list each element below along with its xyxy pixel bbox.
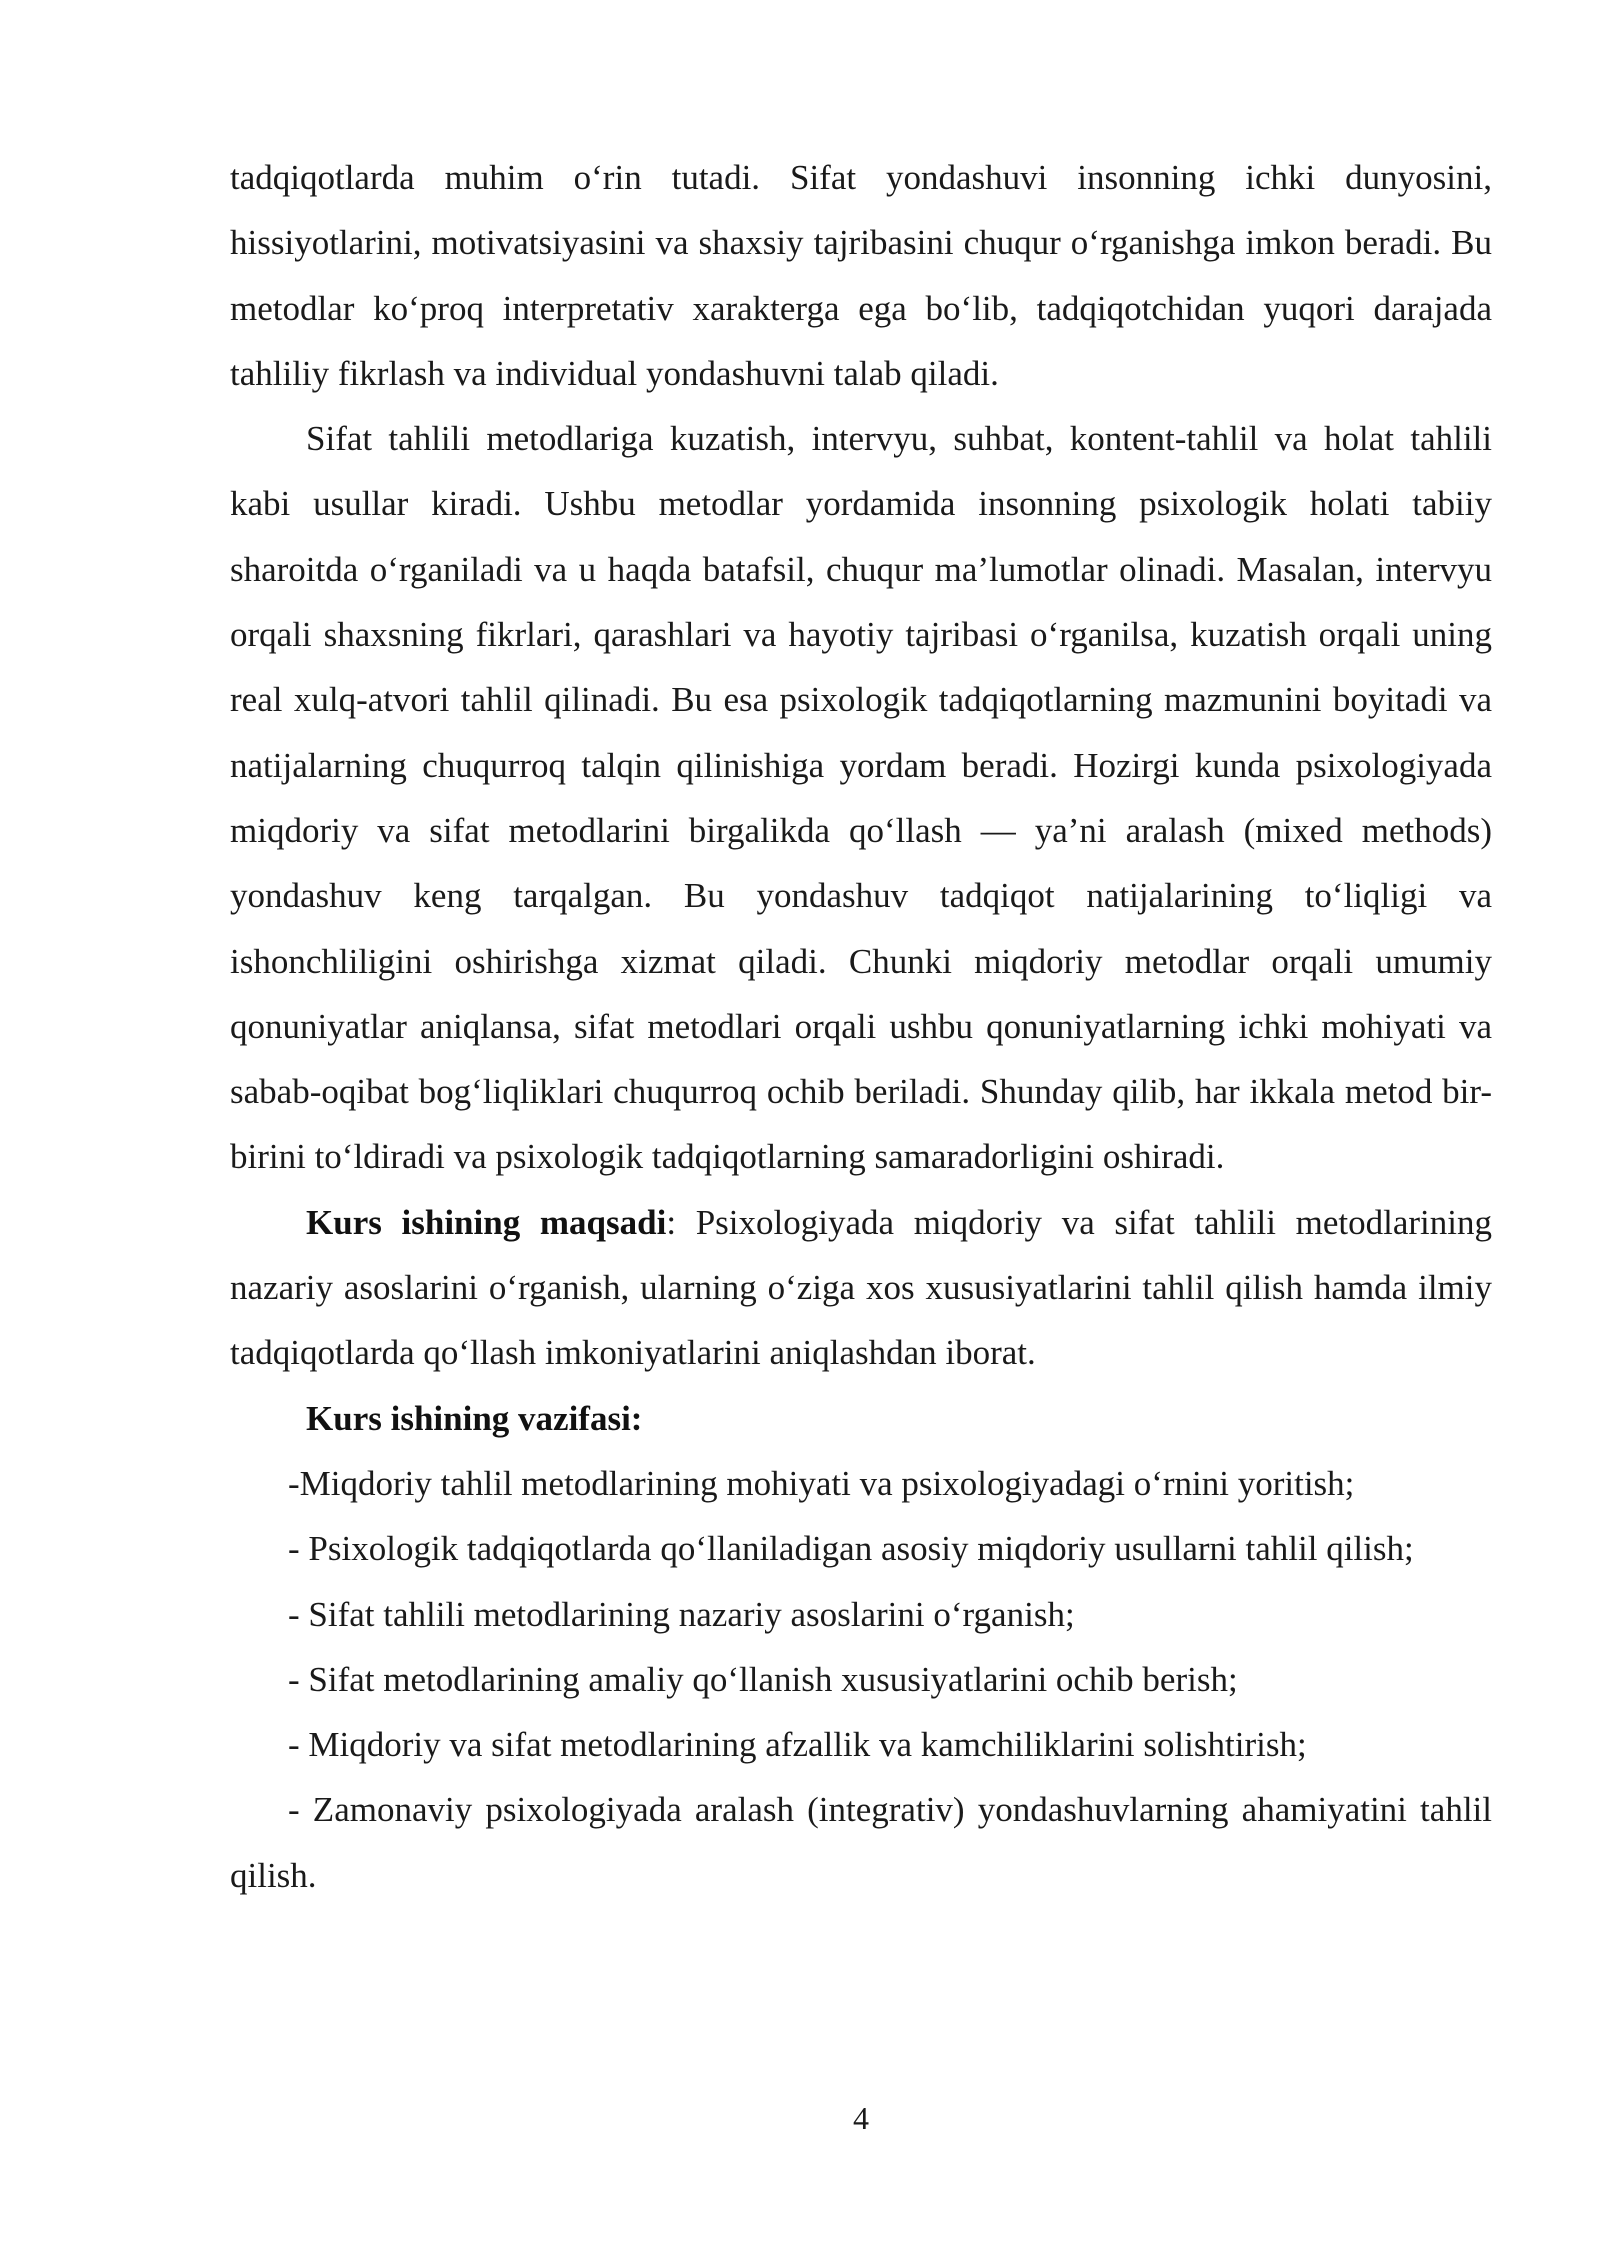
task-item: - Sifat metodlarining amaliy qo‘llanish xususiyatlarini ochib berish; — [288, 1659, 1238, 1699]
task-item: - Sifat tahlili metodlarining nazariy asoslarini o‘rganish; — [288, 1594, 1075, 1634]
course-goal-label: Kurs ishining maqsadi — [306, 1202, 667, 1242]
course-goal-separator: : — [666, 1202, 677, 1242]
tasks-heading-text: Kurs ishining vazifasi: — [306, 1398, 643, 1438]
course-goal-text: Psixologiyada miqdoriy va sifat tahlili metodlarining nazariy asoslarini o‘rganish, ularning o‘ziga xos xususiyatlarini tahlil qilish hamda ilmiy tadqiqotlarda qo‘llash imkoniyatlarini aniqlashdan iborat. — [230, 1202, 1493, 1373]
paragraph-continuation: tadqiqotlarda muhim o‘rin tutadi. Sifat yondashuvi insonning ichki dunyosini, hissiyotlarini, motivatsiyasini va shaxsiy tajribasini chuqur o‘rganishga imkon beradi. Bu metodlar ko‘proq interpretativ xarakterga ega bo‘lib, tadqiqotchidan yuqori darajada tahliliy fikrlash va individual yondashuvni talab qiladi. — [230, 158, 1492, 393]
page-number: 4 — [853, 2100, 869, 2136]
task-item: -Miqdoriy tahlil metodlarining mohiyati va psixologiyadagi o‘rnini yoritish; — [288, 1463, 1355, 1503]
task-item: - Psixologik tadqiqotlarda qo‘llaniladigan asosiy miqdoriy usullarni tahlil qilish; — [288, 1529, 1414, 1569]
paragraph-qualitative-methods: Sifat tahlili metodlariga kuzatish, intervyu, suhbat, kontent-tahlil va holat tahlili kabi usullar kiradi. Ushbu metodlar yordamida insonning psixologik holati tabiiy sharoitda o‘rganiladi va u haqda batafsil, chuqur ma’lumotlar olinadi. Masalan, intervyu orqali shaxsning fikrlari, qarashlari va hayotiy tajribasi o‘rganilsa, kuzatish orqali uning real xulq-atvori tahlil qilinadi. Bu esa psixologik tadqiqotlarning mazmunini boyitadi va natijalarning chuqurroq talqin qilinishiga yordam beradi. Hozirgi kunda psixologiyada miqdoriy va sifat metodlarini birgalikda qo‘llash — ya’ni aralash (mixed methods) yondashuv keng tarqalgan. Bu yondashuv tadqiqot natijalarining to‘liqligi va ishonchliligini oshirishga xizmat qiladi. Chunki miqdoriy metodlar orqali umumiy qonuniyatlar aniqlansa, sifat metodlari orqali ushbu qonuniyatlarning ichki mohiyati va sabab-oqibat bog‘liqliklari chuqurroq ochib beriladi. Shunday qilib, har ikkala metod bir-birini to‘ldiradi va psixologik tadqiqotlarning samaradorligini oshiradi. — [230, 419, 1492, 1177]
task-item: - Miqdoriy va sifat metodlarining afzallik va kamchiliklarini solishtirish; — [288, 1725, 1307, 1765]
task-item: - Zamonaviy psixologiyada aralash (integrativ) yondashuvlarning ahamiyatini tahlil qilish. — [230, 1790, 1492, 1895]
tasks-heading — [230, 1386, 1492, 1451]
document-body — [230, 145, 1492, 1908]
paragraph-course-goal — [230, 1190, 1492, 1386]
